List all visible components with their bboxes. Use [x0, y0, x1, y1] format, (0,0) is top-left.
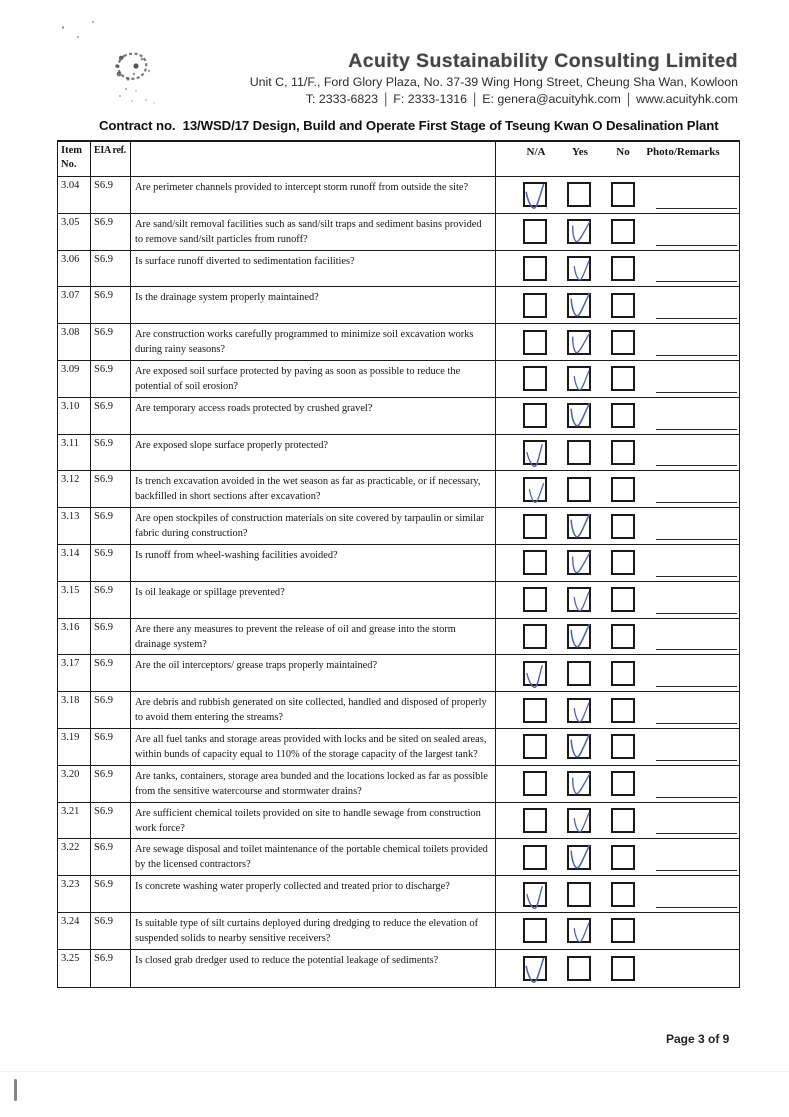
eia-ref: S6.9	[91, 876, 131, 912]
eia-ref: S6.9	[91, 177, 131, 213]
question-text: Are sufficient chemical toilets provided on site to handle sewage from construction work force?	[131, 803, 496, 839]
answer-cell	[496, 545, 739, 581]
item-no: 3.08	[58, 324, 91, 360]
checklist-row	[58, 545, 739, 582]
remarks-line	[656, 465, 737, 466]
answer-cell	[496, 766, 739, 802]
checklist-row	[58, 876, 739, 913]
check-mark-icon	[567, 772, 594, 802]
checkbox-yes	[567, 256, 591, 281]
contract-title: Contract no. 13/WSD/17 Design, Build and Operate First Stage of Tseung Kwan O Desalination Plant	[99, 118, 719, 133]
checkbox-na	[523, 698, 547, 723]
checkbox-no	[611, 771, 635, 796]
checkbox-na	[523, 182, 547, 207]
eia-ref: S6.9	[91, 950, 131, 987]
answer-cell	[496, 214, 739, 250]
eia-ref: S6.9	[91, 324, 131, 360]
checkbox-na	[523, 550, 547, 575]
checkbox-no	[611, 587, 635, 612]
scan-speck	[77, 36, 79, 38]
scan-speck	[546, 207, 548, 209]
check-mark-icon	[522, 663, 551, 691]
separator-bar: |	[384, 90, 388, 108]
answer-cell	[496, 324, 739, 360]
checklist-row	[58, 361, 739, 398]
checkbox-yes	[567, 882, 591, 907]
checkbox-no	[611, 956, 635, 981]
checkbox-na	[523, 293, 547, 318]
checkbox-yes	[567, 918, 591, 943]
question-text: Is trench excavation avoided in the wet season as far as practicable, or if necessary, backfilled in short sections after excavation?	[131, 471, 496, 507]
checkbox-no	[611, 550, 635, 575]
checkbox-na	[523, 477, 547, 502]
checkbox-yes	[567, 956, 591, 981]
remarks-line	[656, 429, 737, 430]
checkbox-na	[523, 514, 547, 539]
checkbox-na	[523, 330, 547, 355]
question-text: Are perimeter channels provided to intercept storm runoff from outside the site?	[131, 177, 496, 213]
checkbox-no	[611, 366, 635, 391]
check-mark-icon	[522, 884, 551, 912]
check-mark-icon	[571, 701, 594, 728]
checklist-rows	[58, 177, 739, 987]
checklist-table	[57, 140, 740, 988]
checkbox-na	[523, 440, 547, 465]
eia-ref: S6.9	[91, 398, 131, 434]
item-no: 3.24	[58, 913, 91, 949]
answer-cell	[496, 435, 739, 471]
item-no: 3.12	[58, 471, 91, 507]
question-text: Are exposed slope surface properly protected?	[131, 435, 496, 471]
answer-cell	[496, 619, 739, 655]
check-mark-icon	[567, 623, 594, 654]
checkbox-no	[611, 698, 635, 723]
question-text: Are tanks, containers, storage area bunded and the locations locked as far as possible from the sensitive watercourse and stormwater drains?	[131, 766, 496, 802]
col-header-yes: Yes	[572, 146, 588, 158]
checkbox-no	[611, 661, 635, 686]
checklist-row	[58, 692, 739, 729]
scan-artifact-shadow	[0, 1071, 789, 1072]
col-header-item-no: Item No.	[58, 142, 91, 176]
question-text: Is closed grab dredger used to reduce the potential leakage of sediments?	[131, 950, 496, 987]
checklist-row	[58, 950, 739, 987]
checkbox-na	[523, 624, 547, 649]
eia-ref: S6.9	[91, 214, 131, 250]
checkbox-no	[611, 219, 635, 244]
checklist-row	[58, 471, 739, 508]
checkbox-no	[611, 293, 635, 318]
answer-cell	[496, 913, 739, 949]
question-text: Are construction works carefully programmed to minimize soil excavation works during rainy seasons?	[131, 324, 496, 360]
remarks-line	[656, 833, 737, 834]
remarks-line	[656, 907, 737, 908]
checkbox-no	[611, 330, 635, 355]
check-mark-icon	[567, 220, 594, 250]
checkbox-yes	[567, 293, 591, 318]
check-mark-icon	[526, 482, 550, 507]
checklist-row	[58, 803, 739, 840]
checkbox-na	[523, 219, 547, 244]
checklist-row	[58, 582, 739, 619]
eia-ref: S6.9	[91, 766, 131, 802]
check-mark-icon	[567, 402, 594, 433]
checklist-row	[58, 324, 739, 361]
col-header-photo-remarks: Photo/Remarks	[646, 146, 720, 158]
fax-number: F: 2333-1316	[393, 92, 468, 106]
checklist-row	[58, 655, 739, 692]
checkbox-yes	[567, 845, 591, 870]
separator-bar: |	[473, 90, 477, 108]
checklist-row	[58, 177, 739, 214]
checkbox-na	[523, 734, 547, 759]
phone-number: T: 2333-6823	[305, 92, 379, 106]
company-name: Acuity Sustainability Consulting Limited	[348, 50, 738, 72]
item-no: 3.25	[58, 950, 91, 987]
question-text: Are sewage disposal and toilet maintenance of the portable chemical toilets provided by the licensed contractors?	[131, 839, 496, 875]
checklist-row	[58, 729, 739, 766]
check-mark-icon	[571, 591, 594, 618]
eia-ref: S6.9	[91, 435, 131, 471]
checklist-row	[58, 214, 739, 251]
check-mark-icon	[571, 922, 594, 949]
checkbox-yes	[567, 330, 591, 355]
check-mark-icon	[571, 260, 594, 287]
check-mark-icon	[571, 812, 594, 839]
checklist-row	[58, 251, 739, 288]
scan-speck	[92, 21, 94, 23]
question-text: Are exposed soil surface protected by paving as soon as possible to reduce the potential of soil erosion?	[131, 361, 496, 397]
checklist-row	[58, 435, 739, 472]
checkbox-yes	[567, 514, 591, 539]
website-url: www.acuityhk.com	[636, 92, 738, 106]
eia-ref: S6.9	[91, 471, 131, 507]
item-no: 3.21	[58, 803, 91, 839]
item-no: 3.09	[58, 361, 91, 397]
question-text: Are there any measures to prevent the release of oil and grease into the storm drainage system?	[131, 619, 496, 655]
checklist-row	[58, 398, 739, 435]
answer-cell	[496, 803, 739, 839]
checkbox-na	[523, 845, 547, 870]
eia-ref: S6.9	[91, 251, 131, 287]
eia-ref: S6.9	[91, 803, 131, 839]
remarks-line	[656, 392, 737, 393]
item-no: 3.15	[58, 582, 91, 618]
remarks-line	[656, 576, 737, 577]
scan-speck	[62, 26, 64, 29]
answer-cell	[496, 876, 739, 912]
checkbox-yes	[567, 440, 591, 465]
checkbox-no	[611, 514, 635, 539]
email-address: E: genera@acuityhk.com	[482, 92, 621, 106]
remarks-line	[656, 281, 737, 282]
checklist-row	[58, 508, 739, 545]
question-text: Are the oil interceptors/ grease traps properly maintained?	[131, 655, 496, 691]
remarks-line	[656, 760, 737, 761]
remarks-line	[656, 539, 737, 540]
answer-cell	[496, 950, 739, 987]
question-text: Is concrete washing water properly collected and treated prior to discharge?	[131, 876, 496, 912]
checkbox-yes	[567, 403, 591, 428]
check-mark-icon	[567, 513, 594, 544]
item-no: 3.04	[58, 177, 91, 213]
answer-cell	[496, 582, 739, 618]
checkbox-na	[523, 366, 547, 391]
checkbox-no	[611, 440, 635, 465]
checkbox-na	[523, 808, 547, 833]
question-text: Is oil leakage or spillage prevented?	[131, 582, 496, 618]
checkbox-no	[611, 182, 635, 207]
checkbox-yes	[567, 698, 591, 723]
checklist-row	[58, 913, 739, 950]
checklist-row	[58, 766, 739, 803]
question-text: Are debris and rubbish generated on site collected, handled and disposed of properly to avoid them entering the streams?	[131, 692, 496, 728]
eia-ref: S6.9	[91, 913, 131, 949]
separator-bar: |	[626, 90, 631, 108]
check-mark-icon	[567, 551, 594, 581]
checkbox-yes	[567, 219, 591, 244]
checkbox-yes	[567, 734, 591, 759]
checkbox-na	[523, 956, 547, 981]
answer-cell	[496, 692, 739, 728]
eia-ref: S6.9	[91, 582, 131, 618]
answer-cell	[496, 287, 739, 323]
item-no: 3.18	[58, 692, 91, 728]
checklist-row	[58, 839, 739, 876]
checkbox-yes	[567, 587, 591, 612]
check-mark-icon	[571, 370, 594, 397]
checkbox-na	[523, 882, 547, 907]
scan-artifact-line	[14, 1079, 17, 1101]
checklist-row	[58, 287, 739, 324]
checkbox-no	[611, 256, 635, 281]
item-no: 3.13	[58, 508, 91, 544]
checkbox-yes	[567, 808, 591, 833]
checkbox-yes	[567, 624, 591, 649]
checkbox-no	[611, 845, 635, 870]
remarks-line	[656, 870, 737, 871]
remarks-line	[656, 613, 737, 614]
check-mark-icon	[567, 844, 594, 875]
check-mark-icon	[522, 443, 551, 471]
checkbox-yes	[567, 661, 591, 686]
item-no: 3.17	[58, 655, 91, 691]
checkbox-no	[611, 882, 635, 907]
answer-cell	[496, 251, 739, 287]
item-no: 3.16	[58, 619, 91, 655]
checklist-row	[58, 619, 739, 656]
item-no: 3.05	[58, 214, 91, 250]
checkbox-no	[611, 403, 635, 428]
checkbox-na	[523, 918, 547, 943]
remarks-line	[656, 649, 737, 650]
item-no: 3.06	[58, 251, 91, 287]
answer-cell	[496, 655, 739, 691]
eia-ref: S6.9	[91, 692, 131, 728]
checkbox-na	[523, 661, 547, 686]
question-text: Are all fuel tanks and storage areas provided with locks and be sited on sealed areas, within bunds of capacity equal to 110% of the storage capacity of the largest tank?	[131, 729, 496, 765]
checkbox-no	[611, 477, 635, 502]
answer-cell	[496, 398, 739, 434]
remarks-line	[656, 723, 737, 724]
checkbox-na	[523, 403, 547, 428]
checkbox-yes	[567, 366, 591, 391]
eia-ref: S6.9	[91, 729, 131, 765]
eia-ref: S6.9	[91, 361, 131, 397]
col-header-question	[131, 142, 496, 176]
remarks-line	[656, 502, 737, 503]
checkbox-no	[611, 918, 635, 943]
eia-ref: S6.9	[91, 508, 131, 544]
letterhead	[250, 50, 738, 108]
question-text: Are temporary access roads protected by crushed gravel?	[131, 398, 496, 434]
answer-cell	[496, 508, 739, 544]
checkbox-yes	[567, 477, 591, 502]
company-address: Unit C, 11/F., Ford Glory Plaza, No. 37-39 Wing Hong Street, Cheung Sha Wan, Kowloon	[249, 75, 738, 89]
checkbox-no	[611, 734, 635, 759]
eia-ref: S6.9	[91, 287, 131, 323]
item-no: 3.11	[58, 435, 91, 471]
question-text: Are sand/silt removal facilities such as sand/silt traps and sediment basins provided to remove sand/silt particles from runoff?	[131, 214, 496, 250]
answer-cell	[496, 361, 739, 397]
eia-ref: S6.9	[91, 839, 131, 875]
check-mark-icon	[567, 733, 594, 764]
company-contact-line	[250, 91, 738, 108]
remarks-line	[656, 245, 737, 246]
remarks-line	[656, 355, 737, 356]
question-text: Is runoff from wheel-washing facilities avoided?	[131, 545, 496, 581]
remarks-line	[656, 318, 737, 319]
question-text: Is the drainage system properly maintained?	[131, 287, 496, 323]
remarks-line	[656, 686, 737, 687]
col-header-no: No	[616, 146, 630, 158]
eia-ref: S6.9	[91, 545, 131, 581]
remarks-line	[656, 797, 737, 798]
table-header-row	[58, 142, 739, 177]
answer-cell	[496, 471, 739, 507]
checkbox-yes	[567, 550, 591, 575]
checkbox-na	[523, 587, 547, 612]
col-header-eia-ref: EIA ref.	[91, 142, 131, 176]
checkbox-yes	[567, 182, 591, 207]
checkbox-na	[523, 771, 547, 796]
item-no: 3.23	[58, 876, 91, 912]
item-no: 3.10	[58, 398, 91, 434]
company-logo-stamp	[106, 44, 166, 108]
eia-ref: S6.9	[91, 655, 131, 691]
answer-cell	[496, 177, 739, 213]
remarks-line	[656, 208, 737, 209]
item-no: 3.22	[58, 839, 91, 875]
eia-ref: S6.9	[91, 619, 131, 655]
check-mark-icon	[567, 330, 594, 360]
logo-stamp-icon	[106, 44, 166, 108]
question-text: Is surface runoff diverted to sedimentation facilities?	[131, 251, 496, 287]
item-no: 3.14	[58, 545, 91, 581]
checkbox-no	[611, 808, 635, 833]
item-no: 3.07	[58, 287, 91, 323]
question-text: Are open stockpiles of construction materials on site covered by tarpaulin or similar fabric during construction?	[131, 508, 496, 544]
answer-cell	[496, 729, 739, 765]
item-no: 3.19	[58, 729, 91, 765]
checkbox-no	[611, 624, 635, 649]
check-mark-icon	[567, 292, 594, 323]
answer-cell	[496, 839, 739, 875]
page-number: Page 3 of 9	[666, 1032, 730, 1046]
question-text: Is suitable type of silt curtains deployed during dredging to reduce the elevation of suspended solids to nearby sensitive receivers?	[131, 913, 496, 949]
check-mark-icon	[521, 956, 552, 986]
col-header-na: N/A	[526, 146, 546, 158]
checkbox-na	[523, 256, 547, 281]
item-no: 3.20	[58, 766, 91, 802]
checkbox-yes	[567, 771, 591, 796]
col-header-answers	[496, 142, 739, 176]
